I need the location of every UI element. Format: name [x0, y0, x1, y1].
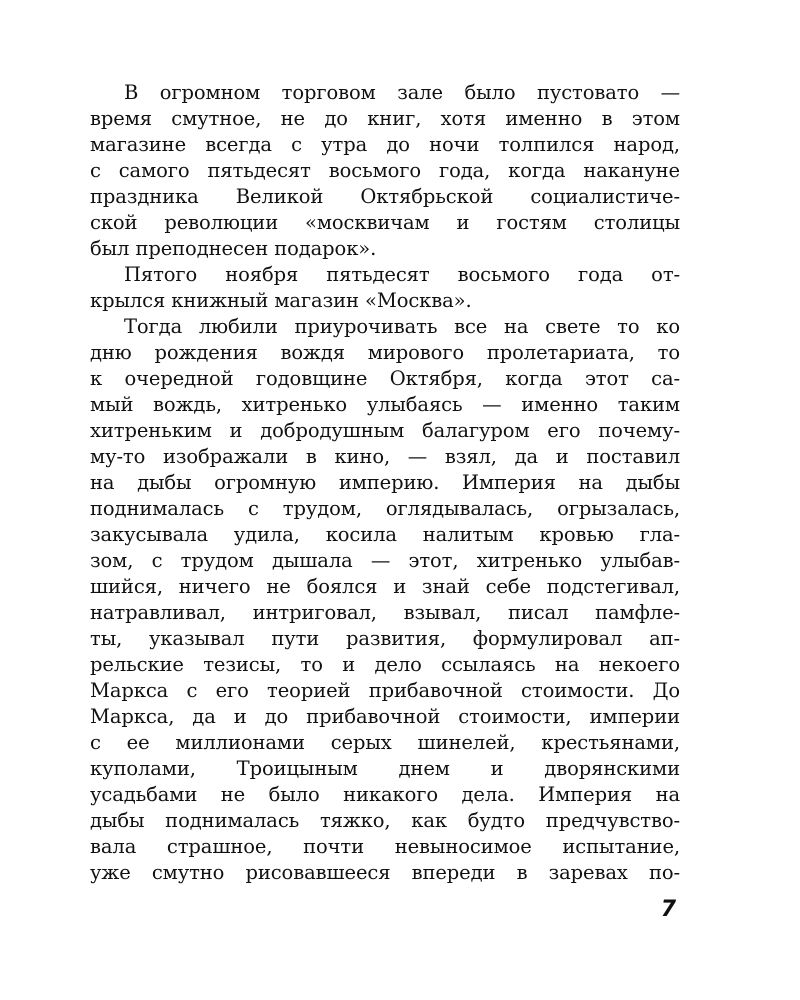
text-line: уже смутно рисовавшееся впереди в заревах по- — [90, 861, 680, 884]
text-line: му-то изображали в кино, — взял, да и поставил — [90, 445, 680, 468]
text-line: с ее миллионами серых шинелей, крестьянами, — [90, 731, 680, 754]
text-line: время смутное, не до книг, хотя именно в этом — [90, 107, 680, 130]
text-line: к очередной годовщине Октября, когда этот са- — [90, 367, 680, 390]
text-line: ты, указывал пути развития, формулировал ап- — [90, 627, 680, 650]
text-line: с самого пятьдесят восьмого года, когда накануне — [90, 159, 680, 182]
text-line: был преподнесен подарок». — [90, 237, 377, 260]
text-line: хитреньким и добродушным балагуром его почему- — [90, 419, 680, 442]
text-line: натравливал, интриговал, взывал, писал памфле- — [90, 601, 680, 624]
text-line: В огромном торговом зале было пустовато — — [124, 81, 680, 104]
body-text — [90, 80, 680, 886]
text-line: куполами, Троицыным днем и дворянскими — [90, 757, 680, 780]
text-line: магазине всегда с утра до ночи толпился народ, — [90, 133, 680, 156]
text-line: дыбы поднималась тяжко, как будто предчувство- — [90, 809, 680, 832]
text-line: шийся, ничего не боялся и знай себе подстегивал, — [90, 575, 680, 598]
text-line: зом, с трудом дышала — этот, хитренько улыбав- — [90, 549, 680, 572]
text-line: крылся книжный магазин «Москва». — [90, 289, 472, 312]
text-line: Пятого ноября пятьдесят восьмого года от- — [124, 263, 680, 286]
text-line: закусывала удила, косила налитым кровью гла- — [90, 523, 680, 546]
text-line: на дыбы огромную империю. Империя на дыбы — [90, 471, 680, 494]
text-line: мый вождь, хитренько улыбаясь — именно таким — [90, 393, 680, 416]
text-line: дню рождения вождя мирового пролетариата, то — [90, 341, 680, 364]
text-line: рельские тезисы, то и дело ссылаясь на некоего — [90, 653, 680, 676]
text-line: ской революции «москвичам и гостям столицы — [90, 211, 680, 234]
text-line: Маркса, да и до прибавочной стоимости, империи — [90, 705, 680, 728]
text-line: поднималась с трудом, оглядывалась, огрызалась, — [90, 497, 680, 520]
text-line: усадьбами не было никакого дела. Империя на — [90, 783, 680, 806]
text-line: Маркса с его теорией прибавочной стоимости. До — [90, 679, 680, 702]
page-number: 7 — [660, 897, 676, 922]
text-line: Тогда любили приурочивать все на свете то ко — [124, 315, 680, 338]
text-line: вала страшное, почти невыносимое испытание, — [90, 835, 680, 858]
text-line: праздника Великой Октябрьской социалистиче- — [90, 185, 680, 208]
